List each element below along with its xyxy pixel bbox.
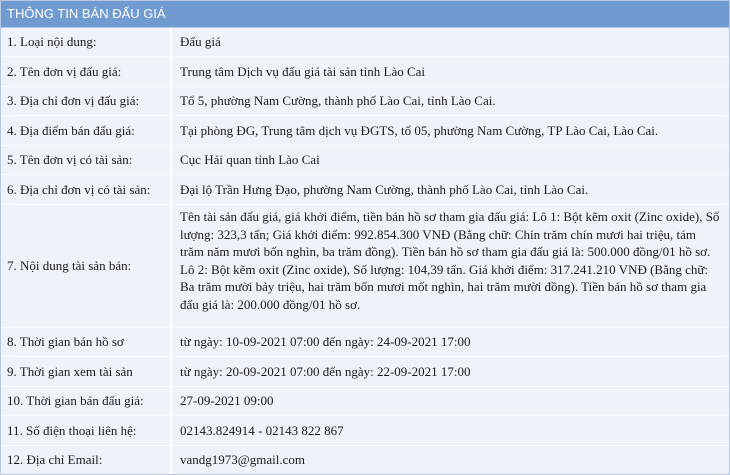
row-label-asset-owner-address: 6. Địa chỉ đơn vị có tài sản: xyxy=(1,175,172,204)
table-row xyxy=(1,446,729,474)
row-value-auction-time: 27-09-2021 09:00 xyxy=(180,393,274,408)
row-label-asset-details: 7. Nội dung tài sản bán: xyxy=(1,205,172,327)
row-value-asset-owner: Cục Hải quan tỉnh Lào Cai xyxy=(180,152,320,167)
row-label-auction-location: 4. Địa điểm bán đấu giá: xyxy=(1,116,172,145)
row-value-asset-details: Tên tài sản đấu giá, giá khởi điểm, tiền bán hồ sơ tham gia đấu giá: Lô 1: Bột kẽm oxit (Zinc oxide), Số lượng: 323,3 tấn; Giá khởi điểm: 992.854.300 VNĐ (Bằng chữ: Chín trăm chín mươi hai triệu, tám trăm năm mươi bốn nghìn, ba trăm đồng). Tiền bán hồ sơ tham gia đấu giá là: 500.000 đồng/01 hồ sơ. Lô 2: Bột kẽm oxit (Zinc oxide), Số lượng: 104,39 tấn. Giá khởi điểm: 317.241.210 VNĐ (Bằng chữ: Ba trăm mười bảy triệu, hai trăm bốn mươi mốt nghìn, hai trăm mười đồng). Tiền bán hồ sơ tham gia đấu giá là: 200.000 đồng/01 hồ sơ. xyxy=(180,209,720,312)
table-row xyxy=(1,205,729,328)
row-label-content-type: 1. Loại nội dung: xyxy=(1,28,172,56)
row-value-asset-owner-address: Đại lộ Trần Hưng Đạo, phường Nam Cường, thành phố Lào Cai, tỉnh Lào Cai. xyxy=(180,181,589,197)
row-value-contact-phone: 02143.824914 - 02143 822 867 xyxy=(180,422,344,438)
row-label-auction-time: 10. Thời gian bán đấu giá: xyxy=(1,387,172,415)
row-label-document-sale-period: 8. Thời gian bán hồ sơ xyxy=(1,328,172,356)
row-value-auction-location: Tại phòng ĐG, Trung tâm dịch vụ ĐGTS, tổ 05, phường Nam Cường, TP Lào Cai, Lào Cai. xyxy=(180,122,659,138)
row-value-auction-unit: Trung tâm Dịch vụ đấu giá tài sản tỉnh Lào Cai xyxy=(180,63,426,79)
table-row xyxy=(1,146,729,175)
table-row xyxy=(1,28,729,57)
table-row xyxy=(1,357,729,387)
table-header: THÔNG TIN BÁN ĐẤU GIÁ xyxy=(1,1,729,28)
row-label-email: 12. Địa chỉ Email: xyxy=(1,446,172,474)
table-row xyxy=(1,57,729,87)
table-row xyxy=(1,416,729,446)
row-value-document-sale-period: từ ngày: 10-09-2021 07:00 đến ngày: 24-09-2021 17:00 xyxy=(180,334,471,349)
table-row xyxy=(1,387,729,416)
row-value-email: vandg1973@gmail.com xyxy=(180,452,305,467)
row-label-asset-owner: 5. Tên đơn vị có tài sản: xyxy=(1,146,172,174)
row-value-asset-viewing-period: từ ngày: 20-09-2021 07:00 đến ngày: 22-09-2021 17:00 xyxy=(180,363,471,379)
table-row xyxy=(1,175,729,205)
row-label-asset-viewing-period: 9. Thời gian xem tài sản xyxy=(1,357,172,386)
table-row xyxy=(1,328,729,357)
row-value-auction-unit-address: Tổ 5, phường Nam Cường, thành phố Lào Cai, tỉnh Lào Cai. xyxy=(180,93,496,108)
table-row xyxy=(1,116,729,146)
row-value-content-type: Đấu giá xyxy=(180,34,221,49)
row-label-contact-phone: 11. Số điện thoại liên hệ: xyxy=(1,416,172,445)
row-label-auction-unit-address: 3. Địa chỉ đơn vị đấu giá: xyxy=(1,87,172,115)
row-label-auction-unit: 2. Tên đơn vị đấu giá: xyxy=(1,57,172,86)
table-row xyxy=(1,87,729,116)
